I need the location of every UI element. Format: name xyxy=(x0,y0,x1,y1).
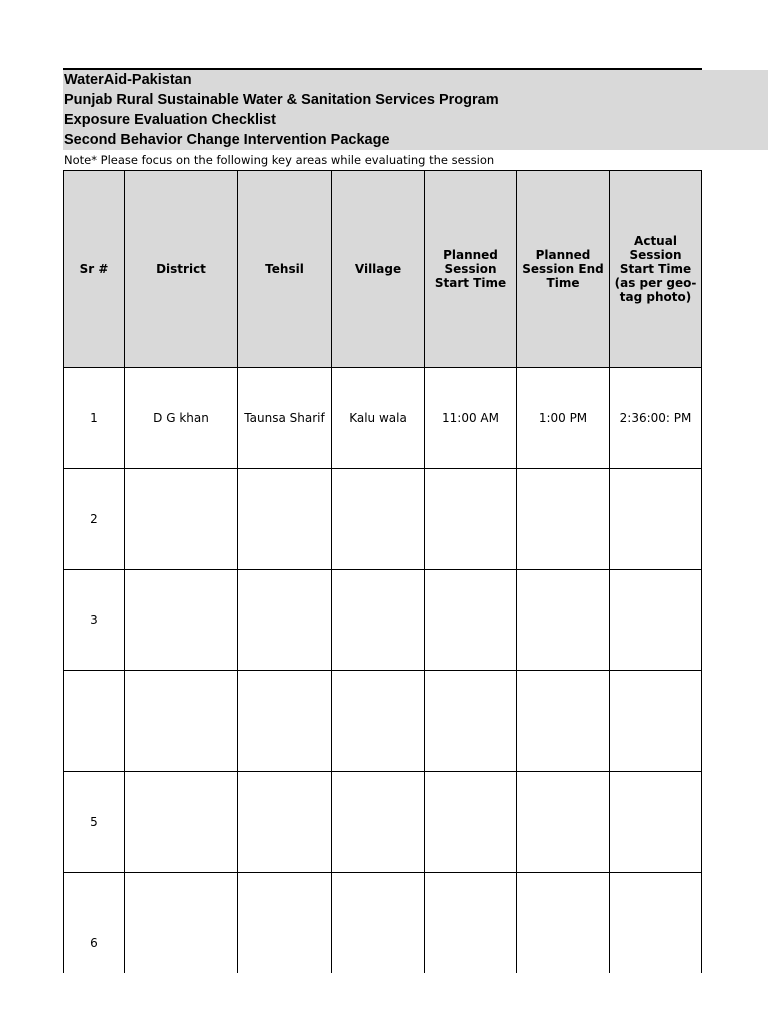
table-row xyxy=(64,671,702,772)
table-row xyxy=(64,873,702,974)
cell-village[interactable] xyxy=(332,570,425,671)
cell-district[interactable] xyxy=(125,469,238,570)
cell-sr[interactable]: 3 xyxy=(64,570,125,671)
cell-village[interactable] xyxy=(332,469,425,570)
column-header-tehsil: Tehsil xyxy=(238,171,332,368)
package-title: Second Behavior Change Intervention Package xyxy=(64,132,390,148)
cell-tehsil[interactable] xyxy=(238,570,332,671)
program-title: Punjab Rural Sustainable Water & Sanitation Services Program xyxy=(64,92,499,108)
cell-actual-start[interactable] xyxy=(610,671,702,772)
table-row xyxy=(64,570,702,671)
column-header-village: Village xyxy=(332,171,425,368)
cell-district[interactable] xyxy=(125,873,238,974)
cell-planned-end[interactable] xyxy=(517,570,610,671)
cell-tehsil[interactable]: Taunsa Sharif xyxy=(238,368,332,469)
column-header-planned-start: Planned Session Start Time xyxy=(425,171,517,368)
cell-planned-end[interactable] xyxy=(517,873,610,974)
cell-planned-start[interactable] xyxy=(425,772,517,873)
cell-planned-start[interactable] xyxy=(425,469,517,570)
evaluation-table xyxy=(63,170,702,973)
cell-planned-end[interactable] xyxy=(517,671,610,772)
cell-tehsil[interactable] xyxy=(238,469,332,570)
cell-district[interactable] xyxy=(125,772,238,873)
cell-planned-start[interactable] xyxy=(425,873,517,974)
cell-village[interactable] xyxy=(332,671,425,772)
cell-sr[interactable] xyxy=(64,671,125,772)
cell-planned-start[interactable] xyxy=(425,570,517,671)
cell-planned-start[interactable]: 11:00 AM xyxy=(425,368,517,469)
cell-actual-start[interactable] xyxy=(610,873,702,974)
cell-planned-end[interactable] xyxy=(517,469,610,570)
cell-district[interactable]: D G khan xyxy=(125,368,238,469)
table-row xyxy=(64,772,702,873)
column-header-district: District xyxy=(125,171,238,368)
note-text: Note* Please focus on the following key areas while evaluating the session xyxy=(64,153,495,167)
cell-planned-end[interactable]: 1:00 PM xyxy=(517,368,610,469)
cell-sr[interactable]: 1 xyxy=(64,368,125,469)
cell-district[interactable] xyxy=(125,570,238,671)
cell-village[interactable]: Kalu wala xyxy=(332,368,425,469)
cell-sr[interactable]: 5 xyxy=(64,772,125,873)
checklist-title: Exposure Evaluation Checklist xyxy=(64,112,276,128)
cell-village[interactable] xyxy=(332,772,425,873)
cell-planned-start[interactable] xyxy=(425,671,517,772)
cell-sr[interactable]: 2 xyxy=(64,469,125,570)
cell-actual-start[interactable]: 2:36:00: PM xyxy=(610,368,702,469)
column-header-sr: Sr # xyxy=(64,171,125,368)
table-row xyxy=(64,368,702,469)
table-row xyxy=(64,469,702,570)
cell-district[interactable] xyxy=(125,671,238,772)
cell-actual-start[interactable] xyxy=(610,469,702,570)
cell-tehsil[interactable] xyxy=(238,671,332,772)
cell-sr[interactable]: 6 xyxy=(64,873,125,974)
cell-actual-start[interactable] xyxy=(610,570,702,671)
table-header-row xyxy=(64,171,702,368)
column-header-actual-start: Actual Session Start Time (as per geo-tag photo) xyxy=(610,171,702,368)
cell-actual-start[interactable] xyxy=(610,772,702,873)
column-header-planned-end: Planned Session End Time xyxy=(517,171,610,368)
cell-planned-end[interactable] xyxy=(517,772,610,873)
org-title: WaterAid-Pakistan xyxy=(64,72,192,88)
cell-village[interactable] xyxy=(332,873,425,974)
cell-tehsil[interactable] xyxy=(238,772,332,873)
cell-tehsil[interactable] xyxy=(238,873,332,974)
